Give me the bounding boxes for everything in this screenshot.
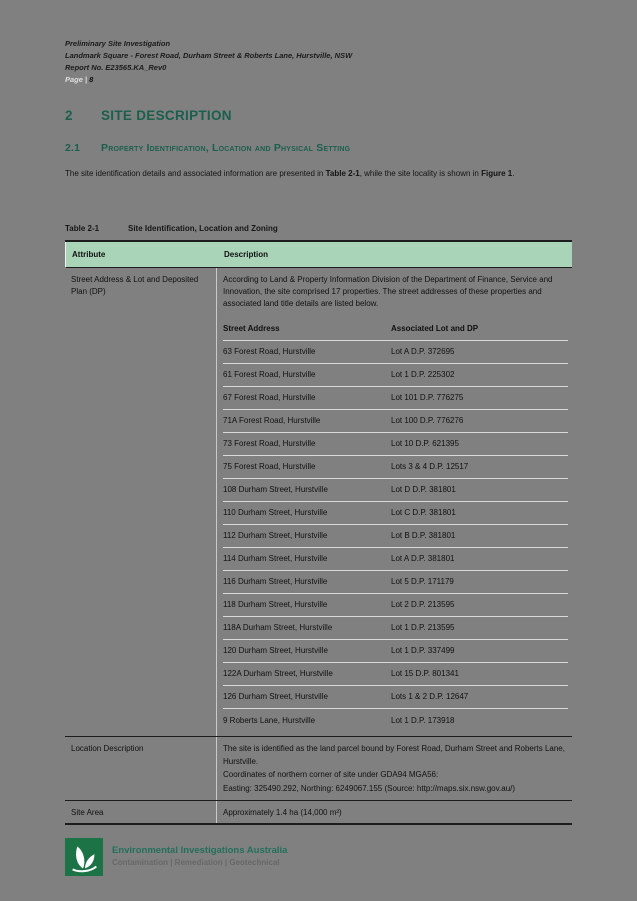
- table-caption-label: Table 2-1: [65, 224, 100, 233]
- lot-dp-cell: Lot 1 D.P. 337499: [391, 646, 455, 655]
- section-number: 2: [65, 108, 73, 123]
- street-row-description: According to Land & Property Information Division of the Department of Finance, Service and Innovation, the site comprised 17 properties. The street addresses of these properties and associated land title details are listed below.: [223, 275, 553, 308]
- table-header-row: [65, 242, 572, 268]
- footer-brand: [65, 838, 287, 876]
- site-identification-table: [65, 240, 572, 825]
- street-address-cell: 9 Roberts Lane, Hurstville: [223, 715, 316, 725]
- table-reference: Table 2-1: [325, 169, 360, 178]
- nested-table-row: [223, 456, 568, 479]
- street-address-cell: 110 Durham Street, Hurstville: [223, 508, 328, 517]
- street-address-cell: 118 Durham Street, Hurstville: [223, 600, 328, 609]
- table-row-street-address: [65, 268, 572, 737]
- intro-paragraph: [65, 167, 572, 180]
- lot-dp-cell: Lots 3 & 4 D.P. 12517: [391, 462, 469, 471]
- nested-table-row: [223, 594, 568, 617]
- running-header: [65, 38, 572, 86]
- intro-text-a: The site identification details and associated information are presented in: [65, 169, 326, 178]
- nested-table-row: [223, 502, 568, 525]
- page-number: 8: [89, 75, 94, 84]
- lot-dp-cell: Lot 101 D.P. 776275: [391, 393, 464, 402]
- nested-table-row: [223, 410, 568, 433]
- lot-dp-cell: Lot 10 D.P. 621395: [391, 439, 459, 448]
- street-address-cell: 126 Durham Street, Hurstville: [223, 692, 328, 701]
- header-report-number: Report No. E23565.KA_Rev0: [65, 63, 167, 72]
- nested-table-row: [223, 686, 568, 709]
- table-row-location-description: [65, 737, 572, 801]
- street-address-cell: 73 Forest Road, Hurstville: [223, 439, 316, 448]
- lot-dp-cell: Lot 1 D.P. 213595: [391, 623, 455, 632]
- subsection-title: Property Identification, Location and Physical Setting: [101, 142, 351, 154]
- nested-table-row: [223, 525, 568, 548]
- footer-company-name: Environmental Investigations Australia: [112, 845, 288, 856]
- description-cell: [217, 268, 572, 736]
- lot-dp-cell: Lot 5 D.P. 171179: [391, 577, 454, 586]
- table-caption: [65, 224, 572, 233]
- nested-table-row: [223, 387, 568, 410]
- subsection-number: 2.1: [65, 142, 81, 154]
- nested-table-row: [223, 571, 568, 594]
- nested-table-row: [223, 617, 568, 640]
- attribute-column-header: Attribute: [72, 250, 106, 259]
- nested-table-row: [223, 663, 568, 686]
- street-address-column-header: Street Address: [223, 324, 280, 333]
- lot-dp-cell: Lot C D.P. 381801: [391, 508, 456, 517]
- intro-text-c: .: [512, 169, 515, 178]
- description-cell: [217, 737, 572, 800]
- nested-table-row: [223, 433, 568, 456]
- location-line-2: Coordinates of northern corner of site under GDA94 MGA56:: [223, 770, 439, 779]
- street-address-cell: 114 Durham Street, Hurstville: [223, 554, 328, 563]
- street-address-cell: 108 Durham Street, Hurstville: [223, 485, 328, 494]
- street-address-cell: 61 Forest Road, Hurstville: [223, 370, 316, 379]
- street-address-cell: 67 Forest Road, Hurstville: [223, 393, 316, 402]
- description-cell: Approximately 1.4 ha (14,000 m²): [223, 808, 342, 817]
- lot-dp-cell: Lot A D.P. 381801: [391, 554, 455, 563]
- subsection-heading: [65, 142, 572, 154]
- section-heading: [65, 108, 572, 123]
- street-address-cell: 71A Forest Road, Hurstville: [223, 416, 321, 425]
- lot-dp-cell: Lot 15 D.P. 801341: [391, 669, 459, 678]
- street-address-cell: 120 Durham Street, Hurstville: [223, 646, 328, 655]
- lot-dp-cell: Lot B D.P. 381801: [391, 531, 456, 540]
- section-title: SITE DESCRIPTION: [101, 108, 232, 123]
- street-address-cell: 63 Forest Road, Hurstville: [223, 347, 316, 356]
- street-address-cell: 118A Durham Street, Hurstville: [223, 623, 333, 632]
- header-project-title: Landmark Square - Forest Road, Durham Street & Roberts Lane, Hurstville, NSW: [65, 51, 353, 60]
- nested-table-row: [223, 341, 568, 364]
- table-row-site-area: [65, 801, 572, 823]
- footer-tagline: Contamination | Remediation | Geotechnical: [112, 858, 280, 867]
- attribute-cell: Site Area: [65, 801, 217, 823]
- ei-australia-logo-leaf-icon: [65, 838, 103, 876]
- page-number-label: [65, 74, 572, 86]
- lot-dp-cell: Lot 2 D.P. 213595: [391, 600, 455, 609]
- lot-dp-cell: Lot D D.P. 381801: [391, 485, 456, 494]
- street-address-cell: 116 Durham Street, Hurstville: [223, 577, 328, 586]
- nested-table-row: [223, 709, 568, 732]
- lot-dp-cell: Lot 1 D.P. 225302: [391, 370, 455, 379]
- location-line-1: The site is identified as the land parcel bound by Forest Road, Durham Street and Roberts Lane, Hurstville.: [223, 744, 565, 766]
- lot-dp-cell: Lots 1 & 2 D.P. 12647: [391, 692, 469, 701]
- location-line-3: Easting: 325490.292, Northing: 6249067.155 (Source: http://maps.six.nsw.gov.au/): [223, 783, 516, 793]
- street-address-cell: 112 Durham Street, Hurstville: [223, 531, 328, 540]
- lot-dp-column-header: Associated Lot and DP: [391, 324, 479, 333]
- description-column-header: Description: [224, 250, 269, 259]
- header-project-type: Preliminary Site Investigation: [65, 39, 171, 48]
- lot-dp-cell: Lot A D.P. 372695: [391, 347, 455, 356]
- street-address-cell: 122A Durham Street, Hurstville: [223, 669, 333, 678]
- nested-address-table: [223, 318, 568, 732]
- nested-table-row: [223, 548, 568, 571]
- nested-table-header: [223, 318, 568, 341]
- attribute-cell: Street Address & Lot and Deposited Plan (DP): [65, 268, 217, 736]
- nested-table-row: [223, 479, 568, 502]
- page-word: Page |: [65, 75, 88, 84]
- nested-table-row: [223, 364, 568, 387]
- lot-dp-cell: Lot 1 D.P. 173918: [391, 715, 455, 725]
- lot-dp-cell: Lot 100 D.P. 776276: [391, 416, 464, 425]
- intro-text-b: , while the site locality is shown in: [359, 169, 482, 178]
- attribute-cell: Location Description: [65, 737, 217, 800]
- figure-reference: Figure 1: [481, 169, 513, 178]
- street-address-cell: 75 Forest Road, Hurstville: [223, 462, 316, 471]
- nested-table-row: [223, 640, 568, 663]
- table-caption-title: Site Identification, Location and Zoning: [128, 224, 278, 233]
- nested-table-body: [223, 341, 568, 732]
